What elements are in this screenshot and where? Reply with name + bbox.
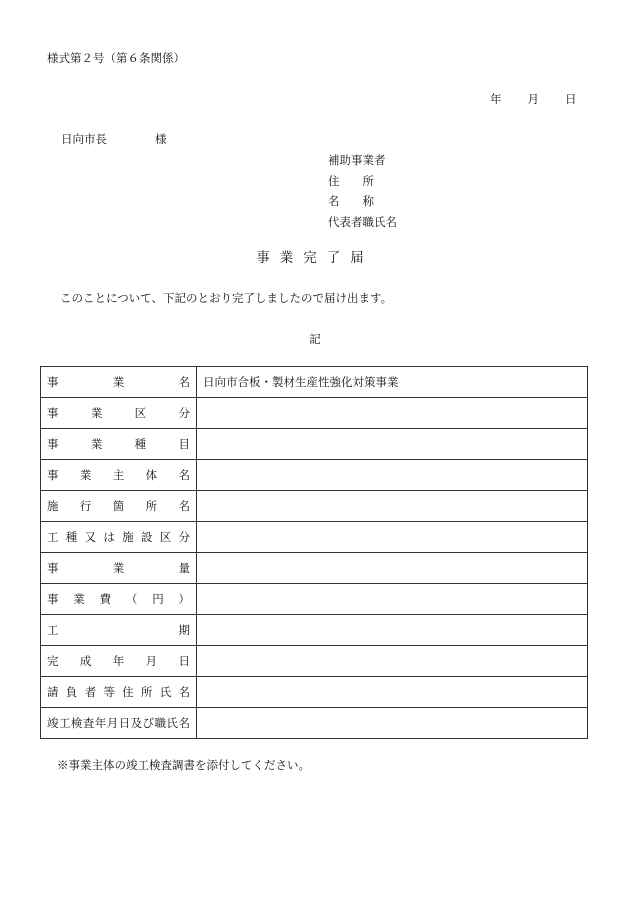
table-row: [41, 584, 588, 615]
table-row: [41, 708, 588, 739]
addressee-name: 日向市長: [61, 132, 107, 146]
row-value: 日向市合板・製材生産性強化対策事業: [197, 367, 588, 398]
row-value: [197, 677, 588, 708]
row-label: [41, 708, 197, 739]
applicant-address-label: 住 所: [328, 173, 374, 188]
row-value: [197, 522, 588, 553]
row-label: [41, 553, 197, 584]
row-label-text: 施 行 箇 所 名: [47, 499, 190, 513]
row-label-text: 工 種 又 は 施 設 区 分: [47, 530, 190, 544]
date-day: 日: [565, 92, 577, 106]
applicant-name-label: 名 称: [328, 194, 374, 208]
table-row: [41, 460, 588, 491]
row-value: [197, 615, 588, 646]
document-title: 事業完了届: [256, 250, 374, 266]
row-label-text: 事 業 量: [47, 561, 190, 575]
row-value: [197, 429, 588, 460]
row-label-text: 完 成 年 月 日: [47, 654, 190, 668]
ki-heading: 記: [309, 332, 321, 346]
table-row: [41, 491, 588, 522]
row-label-text: 工 期: [47, 623, 190, 637]
row-value: [197, 460, 588, 491]
row-value: [197, 646, 588, 677]
intro-text: このことについて、下記のとおり完了しましたので届け出ます。: [60, 291, 393, 305]
items-table: [40, 366, 588, 739]
date-year: 年: [490, 92, 502, 106]
row-label-text: 事 業 主 体 名: [47, 468, 190, 482]
footnote: ※事業主体の竣工検査調書を添付してください。: [57, 758, 310, 772]
row-label-text: 事 業 費 （ 円 ）: [47, 592, 190, 606]
row-label: [41, 677, 197, 708]
addressee: [61, 131, 167, 147]
table-row: [41, 553, 588, 584]
row-label: [41, 522, 197, 553]
row-label-text: 事 業 名: [47, 375, 190, 389]
row-label: [41, 615, 197, 646]
row-label: [41, 429, 197, 460]
row-label-text: 事 業 種 目: [47, 437, 190, 451]
row-label-text: 事 業 区 分: [47, 406, 190, 420]
addressee-honorific: 様: [155, 132, 167, 146]
row-value: [197, 491, 588, 522]
row-label: [41, 398, 197, 429]
row-label: [41, 584, 197, 615]
row-label-text: 竣 工 検 査 年 月 日 及 び 職 氏 名: [47, 716, 190, 730]
row-label-text: 請 負 者 等 住 所 氏 名: [47, 685, 190, 699]
row-label: [41, 367, 197, 398]
row-value: [197, 708, 588, 739]
table-row: [41, 677, 588, 708]
row-value: [197, 553, 588, 584]
table-row: [41, 522, 588, 553]
table-row: [41, 367, 588, 398]
table-row: [41, 398, 588, 429]
date-line: [490, 91, 577, 107]
table-row: [41, 429, 588, 460]
table-row: [41, 615, 588, 646]
date-month: 月: [527, 92, 539, 106]
form-number: 様式第２号（第６条関係）: [47, 51, 185, 65]
row-label: [41, 460, 197, 491]
applicant-role: 補助事業者: [328, 153, 386, 167]
table-row: [41, 646, 588, 677]
row-value: [197, 398, 588, 429]
row-label: [41, 646, 197, 677]
applicant-representative-label: 代表者職氏名: [328, 214, 397, 229]
applicant-block: [328, 150, 397, 232]
row-value: [197, 584, 588, 615]
row-label: [41, 491, 197, 522]
